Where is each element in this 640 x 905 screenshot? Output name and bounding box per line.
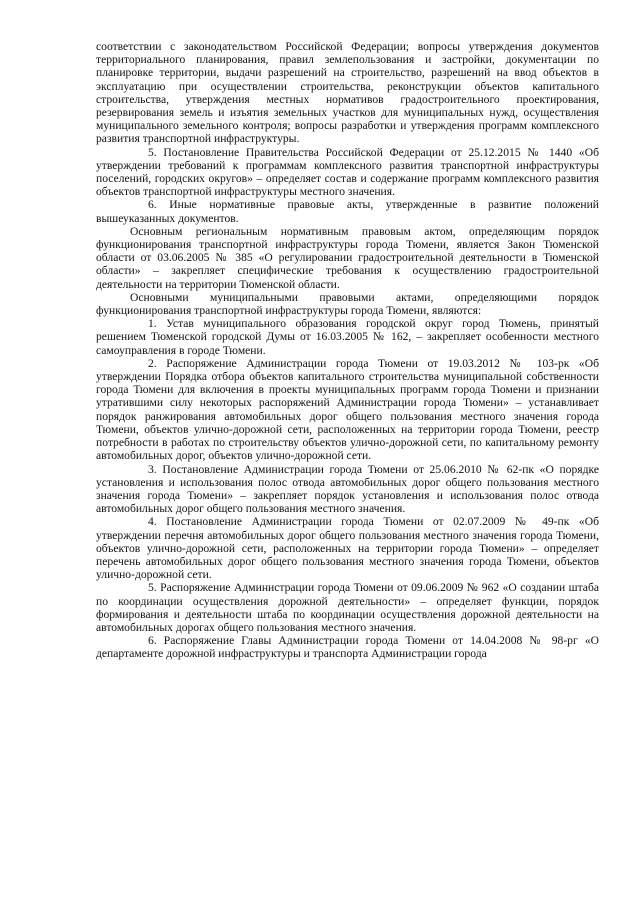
paragraph-municipal-item-3: 3. Постановление Администрации города Тюмени от 25.06.2010 № 62-пк «О порядке установления и использования полос отвода автомобильных дорог общего пользования местного значения города Тюмени» – закрепляет порядок установления и использования полос отвода автомобильных дорог общего пользования местного значения. <box>96 462 599 516</box>
paragraph-item-5-federal: 5. Постановление Правительства Российской Федерации от 25.12.2015 № 1440 «Об утверждении требований к программам комплексного развития транспортной инфраструктуры поселений, городских округов» – определяет состав и содержание программ комплексного развития объектов транспортной инфраструктуры местного значения. <box>96 145 599 199</box>
paragraph-municipal-item-1: 1. Устав муниципального образования городской округ город Тюмень, принятый решением Тюменской городской Думы от 16.03.2005 № 162, – закрепляет особенности местного самоуправления в городе Тюмени. <box>96 317 599 357</box>
paragraph-continuation: соответствии с законодательством Российской Федерации; вопросы утверждения документов территориального планирования, правил землепользования и застройки, документации по планировке территории, выдачи разрешений на строительство, разрешений на ввод объектов в эксплуатацию при осуществлении строительства, реконструкции объектов капитального строительства, утверждения местных нормативов градостроительного проектирования, резервирования земель и изъятия земельных участков для муниципальных нужд, осуществления муниципального земельного контроля; вопросы разработки и утверждения программ комплексного развития транспортной инфраструктуры. <box>96 40 599 146</box>
paragraph-regional-act: Основным региональным нормативным правовым актом, определяющим порядок функционирования транспортной инфраструктуры города Тюмени, является Закон Тюменской области от 03.06.2005 № 385 «О регулировании градостроительной деятельности в Тюменской области» – закрепляет специфические требования к осуществлению градостроительной деятельности на территории Тюменской области. <box>96 224 599 291</box>
paragraph-municipal-item-5: 5. Распоряжение Администрации города Тюмени от 09.06.2009 № 962 «О создании штаба по координации осуществления дорожной деятельности» – определяет функции, порядок формирования и деятельности штаба по координации осуществления дорожной деятельности на автомобильных дорогах общего пользования местного значения. <box>96 581 599 634</box>
paragraph-municipal-item-6: 6. Распоряжение Главы Администрации города Тюмени от 14.04.2008 № 98-рг «О департаменте дорожной инфраструктуры и транспорта Администрации города <box>96 634 599 661</box>
paragraph-municipal-item-2: 2. Распоряжение Администрации города Тюмени от 19.03.2012 № 103-рк «Об утверждении Порядка отбора объектов капитального строительства муниципальной собственности города Тюмени для включения в проекты муниципальных программ города Тюмени и признании утратившими силу некоторых распоряжений Администрации города Тюмени» – устанавливает порядок ранжирования автомобильных дорог общего пользования местного значения города Тюмени, объектов улично-дорожной сети, расположенных на территории города Тюмени, реестр потребности в работах по строительству объектов улично-дорожной сети, по капитальному ремонту автомобильных дорог, объектов улично-дорожной сети. <box>96 356 599 463</box>
document-page <box>96 40 599 661</box>
paragraph-municipal-item-4: 4. Постановление Администрации города Тюмени от 02.07.2009 № 49-пк «Об утверждении перечня автомобильных дорог общего пользования местного значения города Тюмени, объектов улично-дорожной сети, расположенных на территории города Тюмени» – определяет перечень автомобильных дорог общего пользования местного значения города Тюмени, объектов улично-дорожной сети. <box>96 515 599 582</box>
paragraph-item-6-federal: 6. Иные нормативные правовые акты, утвержденные в развитие положений вышеуказанных документов. <box>96 198 599 225</box>
paragraph-municipal-intro: Основными муниципальными правовыми актами, определяющими порядок функционирования транспортной инфраструктуры города Тюмени, являются: <box>96 290 599 318</box>
